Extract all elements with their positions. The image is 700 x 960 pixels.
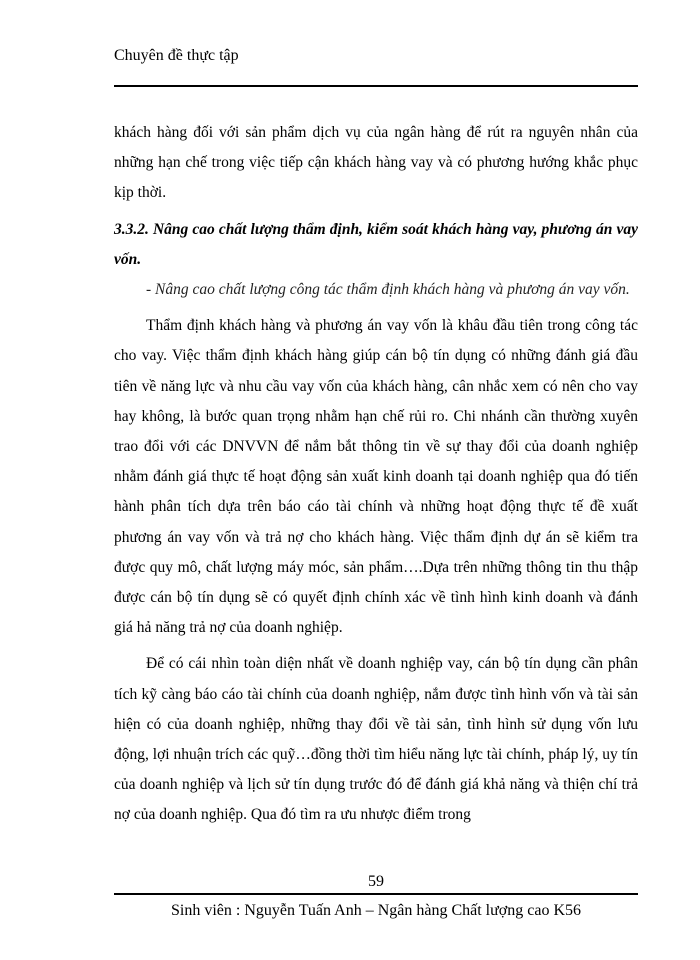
body-paragraph: Để có cái nhìn toàn diện nhất về doanh nghiệp vay, cán bộ tín dụng cần phân tích kỹ càng báo cáo tài chính của doanh nghiệp, nắm được tình hình vốn và tài sản hiện có của doanh nghiệp, những thay đổi về tài sản, tình hình sử dụng vốn lưu động, lợi nhuận trích các quỹ…đồng thời tìm hiểu năng lực tài chính, pháp lý, uy tín của doanh nghiệp và lịch sử tín dụng trước đó để đánh giá khả năng và thiện chí trả nợ của doanh nghiệp. Qua đó tìm ra ưu nhược điểm trong [114, 655, 638, 824]
footer-divider [114, 893, 638, 895]
page-number: 59 [368, 873, 384, 890]
body-paragraph: Thẩm định khách hàng và phương án vay vốn là khâu đầu tiên trong công tác cho vay. Việc thẩm định khách hàng giúp cán bộ tín dụng có những đánh giá đầu tiên về năng lực và nhu cầu vay vốn của khách hàng, cân nhắc xem có nên cho vay hay không, là bước quan trọng nhằm hạn chế rủi ro. Chi nhánh cần thường xuyên trao đổi với các DNVVN để nắm bắt thông tin về sự thay đổi của doanh nghiệp nhằm đánh giá thực tế hoạt động sản xuất kinh doanh tại doanh nghiệp qua đó tiến hành phân tích dựa trên báo cáo tài chính và những hoạt động thực tế đề xuất phương án vay vốn và trả nợ cho khách hàng. Việc thẩm định dự án sẽ kiểm tra được quy mô, chất lượng máy móc, sản phẩm….Dựa trên những thông tin thu thập được cán bộ tín dụng sẽ có quyết định chính xác về tình hình kinh doanh và đánh giá hả năng trả nợ của doanh nghiệp. [114, 317, 638, 637]
body-paragraph-continuation: khách hàng đối với sản phẩm dịch vụ của ngân hàng để rút ra nguyên nhân của những hạn chế trong việc tiếp cận khách hàng vay và có phương hướng khắc phục kịp thời. [114, 124, 638, 202]
page-header-title: Chuyên đề thực tập [114, 47, 239, 64]
section-subheading: - Nâng cao chất lượng công tác thẩm định khách hàng và phương án vay vốn. [146, 281, 630, 299]
section-heading: 3.3.2. Nâng cao chất lượng thẩm định, kiểm soát khách hàng vay, phương án vay vốn. [114, 220, 638, 268]
document-body [114, 118, 638, 831]
page-footer-text: Sinh viên : Nguyễn Tuấn Anh – Ngân hàng Chất lượng cao K56 [171, 902, 581, 919]
header-divider [114, 85, 638, 87]
